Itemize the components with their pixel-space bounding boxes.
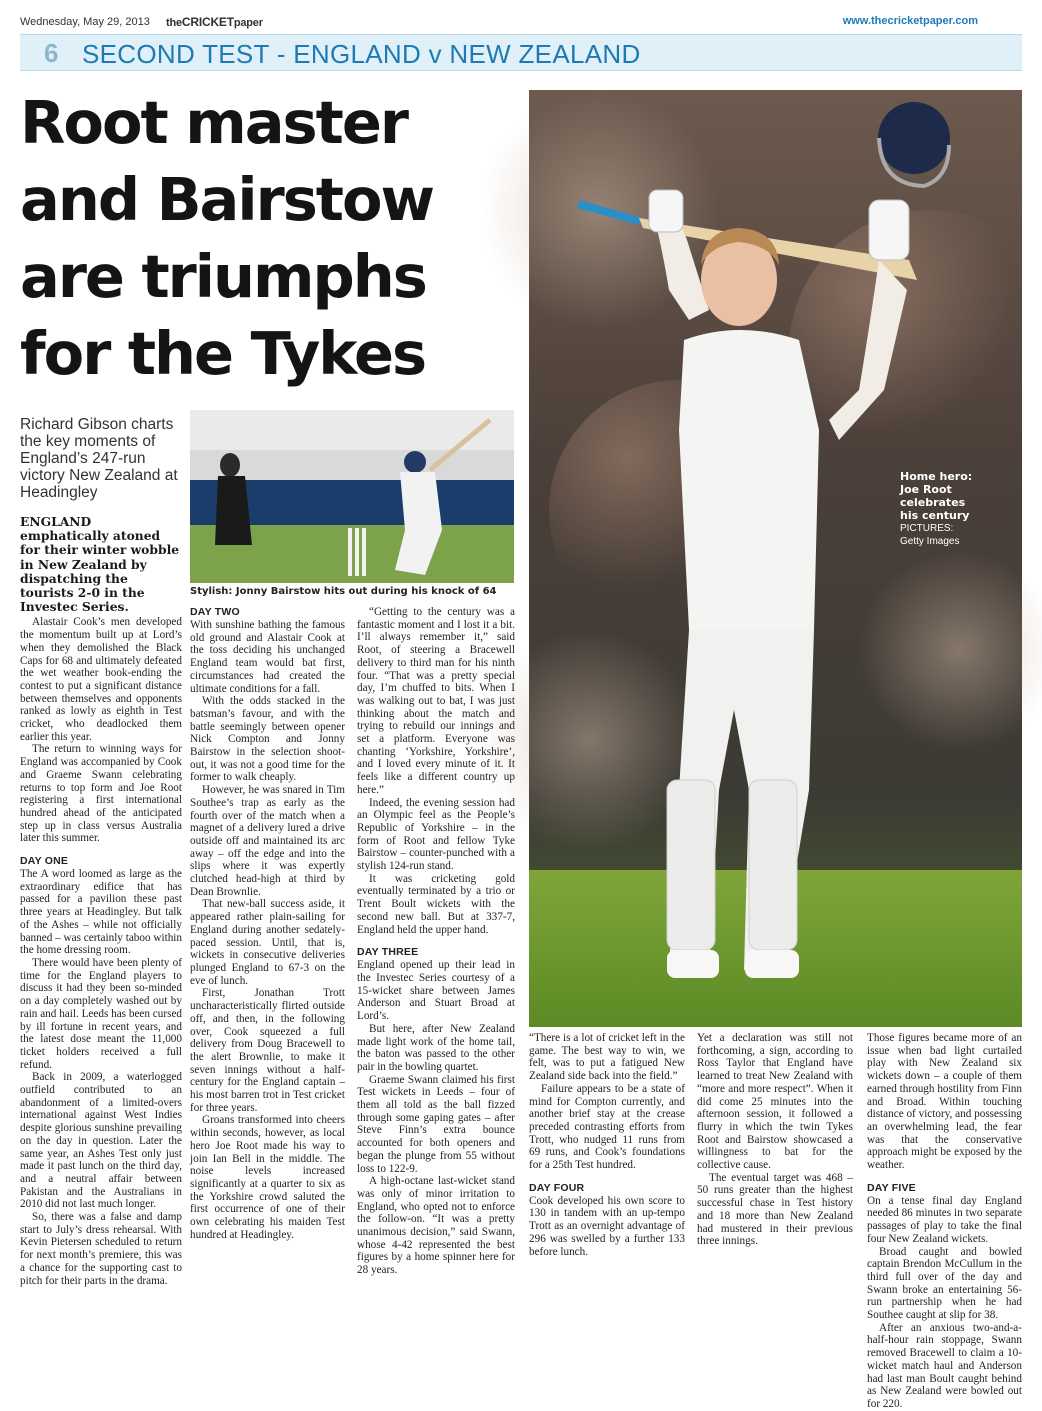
article-paragraph: The eventual target was 468 – 50 runs greater than the highest successful chase in Test history and 18 more than New Zealand had mustered in their previous three innings. <box>697 1171 853 1248</box>
caption-heading: celebrates <box>900 496 966 509</box>
main-photo <box>529 90 1022 1027</box>
section-bar <box>20 34 1022 71</box>
masthead <box>20 14 1020 30</box>
photo-credit: PICTURES: <box>900 523 954 534</box>
article-intro: ENGLAND emphatically atoned for their winter wobble in New Zealand by dispatching the tourists 2-0 in the Investec Series. <box>20 514 180 615</box>
article-paragraph: “Getting to the century was a fantastic moment and I lost it a bit. I’ll always remember it,” said Root, of steering a Bracewell delivery to third man for his ninth four. “That was a pretty special day, I’m chuffed to bits. When I was walking out to bat, I was just thinking about the match and trying to rebuild our innings and set a platform. Everyone was chanting ‘Yorkshire, Yorkshire’, and I loved every minute of it. It feels like a different country up here.” <box>357 606 515 796</box>
article-column-6 <box>867 1032 1022 1411</box>
brand-logo <box>166 15 263 29</box>
brand-prefix: the <box>166 17 182 29</box>
brand-main: CRICKET <box>181 15 234 29</box>
article-column-4 <box>529 1032 685 1258</box>
article-paragraph: Those figures became more of an issue when bad light curtailed play with New Zealand six wickets down – a couple of them earned through hostility from Finn and Broad. Within touching distance of victory, and possessing an overwhelming lead, the fear was that the conservative approach might be exposed by the weather. <box>867 1032 1022 1172</box>
article-paragraph: Yet a declaration was still not forthcoming, a sign, according to Ross Taylor that England have learned to treat New Zealand with “more and more respect”. When it did come 25 minutes into the afternoon session, it followed a flurry in which the twin Tykes Root and Bairstow showcased a willingness to bat for the collective cause. <box>697 1032 853 1172</box>
day-five-heading: DAY FIVE <box>867 1181 916 1194</box>
article-paragraph: Cook developed his own score to 130 in tandem with an up-tempo Trott as an overnight advantage of 296 was swelled by a further 133 before lunch. <box>529 1194 685 1258</box>
article-paragraph: Failure appears to be a state of mind for Compton currently, and another brief stay at the crease preceded contrasting efforts from Trott, who nudged 11 runs from 69 runs, and Cook’s foundations for a 25th Test hundred. <box>529 1082 685 1172</box>
article-paragraph: Graeme Swann claimed his first Test wickets in Leeds – four of them all told as the ball fizzed through some gaping gates – after Steve Finn’s extra bounce accounted for both openers and began the plunge from 55 without loss to 122-9. <box>357 1073 515 1175</box>
article-paragraph: However, he was snared in Tim Southee’s trap as early as the fourth over of the match when a magnet of a delivery lured a drive outside off and maintained its arc away – off the edge and into the slips where it was expertly clutched head-high at third by Dean Brownlie. <box>190 784 345 898</box>
day-one-heading: DAY ONE <box>20 855 69 868</box>
article-paragraph: On a tense final day England needed 86 minutes in two separate passages of play to take the final four New Zealand wickets. <box>867 1194 1022 1245</box>
article-paragraph: Indeed, the evening session had an Olympic feel as the People’s Republic of Yorkshire – in the form of Root and fellow Tyke Bairstow – counter-punched with a stylish 124-run stand. <box>357 796 515 873</box>
article-paragraph: “There is a lot of cricket left in the game. The best way to win, we felt, was to put a fatigued New Zealand side back into the field.” <box>529 1032 685 1083</box>
headline-line: are triumphs <box>20 242 426 311</box>
article-paragraph: England opened up their lead in the Investec Series courtesy of a 15-wicket share between James Anderson and Stuart Broad at Lord’s. <box>357 959 515 1023</box>
article-paragraph: Broad caught and bowled captain Brendon McCullum in the third full over of the day and Swann broke an entertaining 56-run partnership when he had Southee caught at slip for 38. <box>867 1245 1022 1322</box>
bairstow-batting-image <box>190 410 514 583</box>
article-paragraph: Alastair Cook’s men developed the momentum built up at Lord’s when they demolished the Black Caps for 68 and ultimately defeated the wet weather book-ending the contest to put a significant distance between themselves and opponents ranked as lowly as eighth in Test cricket, who deadlocked them earlier this year. <box>20 616 182 743</box>
day-three-heading: DAY THREE <box>357 946 419 959</box>
caption-heading: Joe Root <box>900 483 952 496</box>
day-two-heading: DAY TWO <box>190 606 240 618</box>
standfirst: Richard Gibson charts the key moments of England’s 247-run victory New Zealand at Headingley <box>20 416 178 501</box>
article-paragraph: So, there was a false and damp start to July’s dress rehearsal. With Kevin Pietersen scheduled to return for next month’s premiere, this was a chance for the supporting cast to pitch for their parts in the drama. <box>20 1211 182 1287</box>
website-url[interactable]: www.thecricketpaper.com <box>842 15 978 27</box>
headline <box>20 84 526 392</box>
brand-suffix: paper <box>233 17 263 29</box>
article-paragraph: It was cricketing gold eventually terminated by a trio or Trent Boult wickets with the second new ball. But at 337-7, England held the upper hand. <box>357 872 515 936</box>
caption-heading: Home hero: <box>900 470 973 483</box>
article-paragraph: But here, after New Zealand made light work of the home tail, the baton was passed to the other pair in the bowling quartet. <box>357 1022 515 1073</box>
page-number: 6 <box>44 38 59 68</box>
main-photo-caption <box>900 470 1020 548</box>
article-paragraph: Back in 2009, a waterlogged outfield contributed to an abandonment of a limited-overs international against West Indies despite glorious sunshine prevailing on the day in question. Later the same year, an Ashes Test only just made it past lunch on the third day, and a neutral affair between Pakistan and the Australians in 2010 did not last much longer. <box>20 1071 182 1211</box>
section-title: SECOND TEST - ENGLAND v NEW ZEALAND <box>82 39 641 69</box>
article-paragraph: Groans transformed into cheers within seconds, however, as local hero Joe Root made his way to join Ian Bell in the middle. The noise levels increased significantly at a quarter to six as the Yorkshire crowd saluted the first occurrence of one of their own celebrating his maiden Test hundred at Headingley. <box>190 1114 345 1241</box>
joe-root-celebration-image <box>529 90 1022 1027</box>
article-paragraph: A high-octane last-wicket stand was only of minor irritation to England, who opted not to enforce the follow-on. “It was a pretty unanimous decision,” said Swann, whose 4-42 represented the best figures by a home spinner here for 28 years. <box>357 1175 515 1277</box>
article-column-2 <box>190 606 345 1241</box>
bairstow-photo-caption: Stylish: Jonny Bairstow hits out during his knock of 64 <box>190 586 497 597</box>
article-paragraph: There would have been plenty of time for the England players to discuss it had they been so-minded on a day completely washed out by rain and hail. Leeds has been cursed by ill fortune in recent years, and the latest dose meant the 11,000 ticket holders received a full refund. <box>20 957 182 1071</box>
article-paragraph: First, Jonathan Trott uncharacteristically flirted outside off, and then, in the following over, Cook squeezed a full delivery from Doug Bracewell to the alert Brownlie, to make it seven innings without a half-century for the England captain – his most barren trot in Test cricket for three years. <box>190 987 345 1114</box>
photo-credit: Getty Images <box>900 536 960 547</box>
article-column-5 <box>697 1032 853 1248</box>
article-column-1 <box>20 515 182 1287</box>
bairstow-photo <box>190 410 514 583</box>
article-paragraph: With the odds stacked in the batsman’s favour, and with the battle seemingly between opener Nick Compton and Jonny Bairstow in the selection shoot-out, it was not a good time for the former to walk cheaply. <box>190 695 345 784</box>
headline-line: and Bairstow <box>20 165 434 234</box>
issue-date: Wednesday, May 29, 2013 <box>20 16 150 28</box>
article-column-3 <box>357 606 515 1277</box>
article-paragraph: With sunshine bathing the famous old ground and Alastair Cook at the toss deciding his unchanged England team would bat first, circumstances had created the ultimate conditions for a fall. <box>190 619 345 695</box>
article-paragraph: After an anxious two-and-a-half-hour rain stoppage, Swann removed Bracewell to claim a 10-wicket match haul and Anderson had last man Boult caught behind as New Zealand were bowled out for 220. <box>867 1321 1022 1410</box>
caption-heading: his century <box>900 509 970 522</box>
headline-line: for the Tykes <box>20 319 426 388</box>
article-paragraph: The A word loomed as large as the extraordinary edifice that has passed for a pavilion these past three years at Headingley. But talk of the Ashes – while not officially banned – was certainly taboo within the home dressing room. <box>20 868 182 957</box>
headline-line: Root master <box>20 88 407 157</box>
article-paragraph: That new-ball success aside, it appeared rather plain-sailing for England during another sedately-paced session. Until, that is, wickets in consecutive deliveries plunged England to 67-3 on the eve of lunch. <box>190 898 345 987</box>
day-four-heading: DAY FOUR <box>529 1181 585 1194</box>
article-paragraph: The return to winning ways for England was accompanied by Cook and Graeme Swann celebrating returns to top form and Joe Root registering a first international hundred ahead of the anticipated step up in class versus Australia later this summer. <box>20 743 182 845</box>
